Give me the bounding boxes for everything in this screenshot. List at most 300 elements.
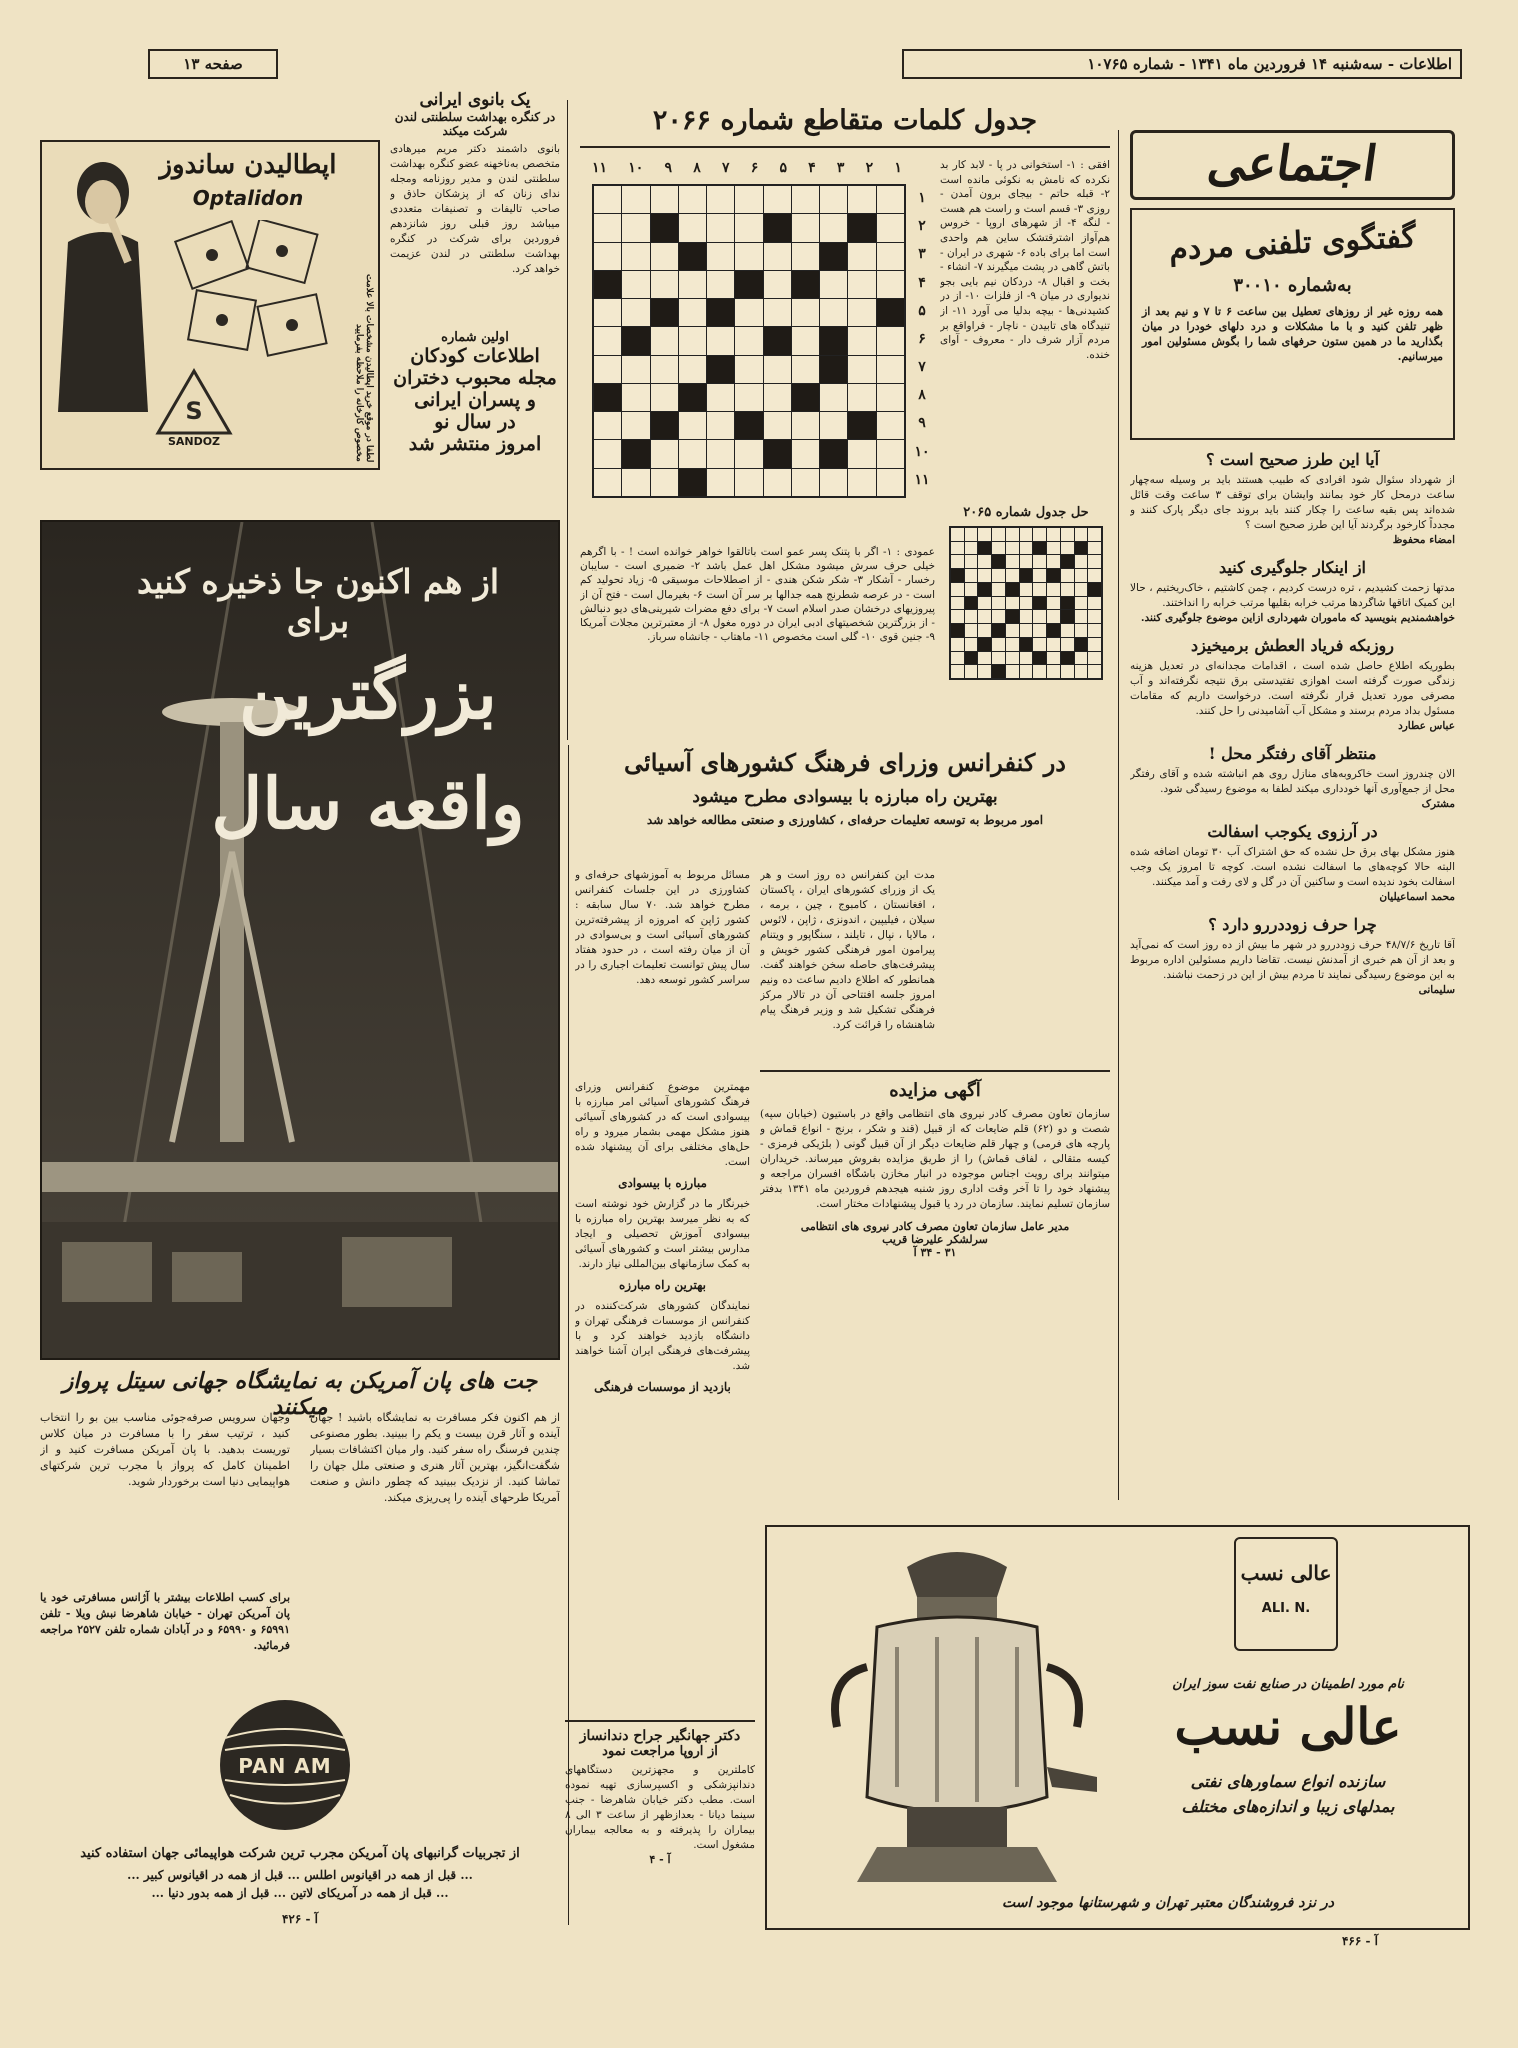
crossword-cell <box>651 243 678 270</box>
crossword-cell <box>848 271 875 298</box>
crossword-cell <box>707 356 734 383</box>
space-needle-illustration <box>42 522 558 1358</box>
column-divider <box>567 100 568 740</box>
crossword-cell <box>594 412 621 439</box>
crossword-cell <box>707 186 734 213</box>
social-item-sign: سلیمانی <box>1418 984 1455 996</box>
solution-cell <box>1020 597 1033 610</box>
phone-intro: همه روزه غیر از روزهای تعطیل بین ساعت ۶ تا ۷ و نیم بعد از ظهر تلفن کنید و با ما مشکلات و درد دلهای خودرا در میان بگذارید ما در همین ستون حرفهای شما را بگوش مسئولین امور میرسانیم. <box>1142 305 1443 363</box>
crossword-cell <box>877 243 904 270</box>
social-item-body: بطوریکه اطلاع حاصل شده است ، اقدامات مجدانه‌ای در تعدیل هزینه زندگی صورت گرفته است اهوازی تفتیدستی برق نتیجه نگرفته‌اند و آب مصرفی مورد تعدیل قرار نگرفته است. درخواست داریم که مقامات مسئول بداد مردم برسند و مشکل آب آشامیدنی را حل کنند. <box>1130 660 1455 717</box>
crossword-solution <box>942 505 1110 735</box>
crossword-cell <box>594 356 621 383</box>
crossword-cell <box>820 384 847 411</box>
crossword-cell <box>679 412 706 439</box>
crossword-cell <box>792 356 819 383</box>
solution-cell <box>1075 624 1088 637</box>
crossword-cell <box>622 299 649 326</box>
conference-deck: امور مربوط به توسعه تعلیمات حرفه‌ای ، کشاورزی و صنعتی مطالعه خواهد شد <box>646 813 1044 827</box>
solution-cell <box>992 652 1005 665</box>
crossword-cell <box>594 271 621 298</box>
crossword-cell <box>820 356 847 383</box>
crossword-cell <box>679 469 706 496</box>
social-item-title: چرا حرف زوددررو دارد ؟ <box>1208 915 1377 934</box>
conference-col-right: مدت این کنفرانس ده روز است و هر یک از وزرای کشورهای ایران ، پاکستان ، افغانستان ، کامبوج ، چین ، برمه ، سیلان ، فیلیپین ، اندونزی ، ژاپن ، لائوس ، مالایا ، نپال ، تایلند ، سنگاپور و ویتنام پیرامون امور فرهنگی کشور خویش و پیشرفت‌های حاصله سخن خواهند گفت. همانطور که اطلاع دادیم ساعت ده ونیم امروز جلسه افتتاحی آن در تالار مرکز فرهنگی تشکیل شد و وزیر فرهنگ پیام شاهنشاه را قرائت کرد. <box>760 869 935 1031</box>
crossword-col-number: ۵ <box>779 160 787 176</box>
solution-cell <box>1020 542 1033 555</box>
solution-cell <box>965 555 978 568</box>
crossword-cell <box>707 440 734 467</box>
doctor-title: دکتر جهانگیر جراح دندانساز <box>579 1728 741 1744</box>
alinasab-desc: بمدلهای زیبا و اندازه‌های مختلف <box>1181 1797 1395 1816</box>
crossword-col-numbers <box>592 160 902 176</box>
solution-cell <box>1047 528 1060 541</box>
solution-cell <box>1088 624 1101 637</box>
crossword-cell <box>735 440 762 467</box>
solution-cell <box>951 555 964 568</box>
crossword-cell <box>707 469 734 496</box>
social-items <box>1130 450 1455 1510</box>
crossword-grid-wrap <box>580 160 910 600</box>
conference-col-left: مسائل مربوط به آموزشهای حرفه‌ای و کشاورزی در این جلسات کنفرانس مطرح خواهد شد. ۷۰ سال سابقه : کشور ژاپن که امروزه از پیشرفته‌ترین کشورهای آسیائی است و بی‌سوادی در آن از میان رفته است ، در حدود هفتاد سال پیش توانست تعلیمات اجباری را در سراسر کشور توسعه دهد. <box>575 869 750 986</box>
social-item-title: از اینکار جلوگیری کنید <box>1219 558 1366 577</box>
solution-cell <box>992 528 1005 541</box>
crossword-cell <box>735 384 762 411</box>
crossword-cell <box>877 440 904 467</box>
auction-body: سازمان تعاون مصرف کادر نیروی های انتظامی واقع در باستیون (خیابان سپه) شصت و دو (۶۲) قلم ضایعات که از قبیل (قند و شکر ، برنج - انواع قماش و پارچه های فرمی) و چهار قلم ضایعات دیگر از آن قبیل گونی ( بلژیکی فرمزی - کیسه متقالی ، لفاف قماش) را از طریق مزایده بفروش میرساند. خریداران میتوانند برای رویت اجناس موجوده در انبار مخازن باشگاه افسران مراجعه و پیشنهاد خود را تا آخر وقت اداری روز شنبه هیجدهم فروردین ماه ۱۳۴۱ بدفتر سازمان تسلیم نمایند. سازمان در رد یا قبول پیشنهادات مختار است. <box>760 1108 1110 1210</box>
solution-cell <box>951 610 964 623</box>
solution-cell <box>1020 665 1033 678</box>
solution-cell <box>1047 597 1060 610</box>
crossword-cell <box>877 271 904 298</box>
solution-cell <box>1006 638 1019 651</box>
crossword-cell <box>707 214 734 241</box>
solution-cell <box>1075 528 1088 541</box>
solution-cell <box>1033 542 1046 555</box>
crossword-cell <box>848 214 875 241</box>
social-item-title: منتظر آقای رفتگر محل ! <box>1208 744 1377 763</box>
crossword-cell <box>848 186 875 213</box>
solution-cell <box>951 652 964 665</box>
lady-subtitle: در کنگره بهداشت سلطنتی لندن شرکت میکند <box>394 110 556 138</box>
alinasab-logo-latin: ALI. N. <box>1261 1601 1311 1616</box>
social-title-box <box>1130 130 1455 200</box>
solution-cell <box>1020 610 1033 623</box>
solution-cell <box>1075 665 1088 678</box>
solution-cell <box>1033 597 1046 610</box>
social-item-sign: مشترک <box>1421 798 1455 810</box>
crossword-cell <box>735 214 762 241</box>
solution-cell <box>1075 652 1088 665</box>
social-item <box>1130 915 1455 998</box>
crossword-cell <box>792 469 819 496</box>
crossword-cell <box>848 243 875 270</box>
crossword-cell <box>594 469 621 496</box>
conference-subhead: مبارزه با بیسوادی <box>618 1176 707 1190</box>
solution-cell <box>1061 597 1074 610</box>
crossword-cell <box>622 384 649 411</box>
panam-col-right: از هم اکنون فکر مسافرت به نمایشگاه باشید ! جهان آینده و آثار قرن بیست و یکم را ببینید. بطور مصنوعی چندین فرسنگ راه سفر کنید. وار میان اکتشافات بسیار شگفت‌انگیز، بهترین آثار هنری و صنعتی ملل جهان را تماشا کنید. از نزدیک ببینید که چطور دانش و صنعت آمریکا طرحهای آینده را پی‌ریزی میکند. <box>310 1411 560 1504</box>
optalidon-title: اپطالیدن ساندوز <box>159 150 337 180</box>
phone-number-line: به‌شماره ۳۰۰۱۰ <box>1233 275 1352 296</box>
crossword-cell <box>622 214 649 241</box>
crossword-cell <box>707 384 734 411</box>
crossword-cell <box>848 440 875 467</box>
doctor-body: کاملترین و مجهزترین دستگاههای دندانپزشکی و اکسپرسازی تهیه نموده است. مطب دکتر خیابان شاهرضا - جنب سینما دیانا - بعدازظهر از ساعت ۳ الی ۸ بیماران را پذیرفته و به معالجه بیماران مشغول است. <box>565 1764 755 1851</box>
crossword-cell <box>622 469 649 496</box>
solution-cell <box>1061 665 1074 678</box>
conference-headline: در کنفرانس وزرای فرهنگ کشورهای آسیائی <box>624 748 1066 777</box>
solution-cell <box>1047 624 1060 637</box>
crossword-section <box>580 100 1110 745</box>
crossword-row-number: ۱ <box>918 190 926 207</box>
panam-headline-2: بزرگترین <box>239 652 497 735</box>
crossword-cell <box>877 412 904 439</box>
solution-cell <box>1033 665 1046 678</box>
woman-illustration <box>48 152 158 412</box>
crossword-cell <box>651 356 678 383</box>
solution-cell <box>965 528 978 541</box>
crossword-cell <box>792 412 819 439</box>
crossword-cell <box>820 243 847 270</box>
crossword-cell <box>735 412 762 439</box>
panam-col-left: وجهان سرویس صرفه‌جوئی مناسب بین بو را انتخاب کنید ، ترتیب سفر را با مسافرت در میان کلاس توریست بدهید. با پان آمریکن مسافرت کنید و از اطمینان کامل که پرواز با مجرب ترین شرکتهای هواپیمایی دنیا است برخوردار شوید. <box>40 1411 290 1488</box>
alinasab-desc: سازنده انواع سماورهای نفتی <box>1190 1772 1386 1791</box>
auction-sign: مدیر عامل سازمان تعاون مصرف کادر نیروی های انتظامی <box>800 1220 1070 1233</box>
solution-cell <box>1006 665 1019 678</box>
solution-cell <box>978 597 991 610</box>
crossword-cell <box>651 440 678 467</box>
social-item-title: در آرزوی یکوجب اسفالت <box>1207 822 1378 841</box>
auction-sign: سرلشکر علیرضا قریب <box>882 1233 988 1246</box>
alinasab-logo-text: عالی نسب <box>1240 1561 1332 1585</box>
solution-cell <box>1020 583 1033 596</box>
conference-sub-body: خبرنگار ما در گزارش خود نوشته است که به نظر میرسد بهترین راه مبارزه با بیسوادی آموزش تحصیلی و ایجاد مدارس بیشتر است و کشورهای آسیائی به کمک سازمانهای بین‌المللی نیاز دارند. <box>575 1198 750 1270</box>
crossword-row-number: ۶ <box>918 330 926 347</box>
crossword-cell <box>735 243 762 270</box>
crossword-col-number: ۳ <box>836 160 845 176</box>
crossword-cell <box>877 356 904 383</box>
iranian-lady-article <box>390 90 560 325</box>
solution-cell <box>1075 583 1088 596</box>
conference-subheadline: بهترین راه مبارزه با بیسوادی مطرح میشود <box>692 787 998 807</box>
solution-cell <box>1088 555 1101 568</box>
column-divider <box>1118 130 1119 1500</box>
solution-cell <box>1075 569 1088 582</box>
solution-cell <box>951 638 964 651</box>
solution-cell <box>992 542 1005 555</box>
culture-conference-article <box>575 748 1115 1078</box>
kids-line: اولین شماره <box>441 330 509 345</box>
page-label: صفحه ۱۳ <box>183 55 243 73</box>
solution-cell <box>1088 652 1101 665</box>
solution-cell <box>1061 624 1074 637</box>
solution-cell <box>1006 528 1019 541</box>
panam-caption: جت های پان آمریکن به نمایشگاه جهانی سیتل پرواز میکنند <box>62 1368 538 1420</box>
crossword-cell <box>622 243 649 270</box>
solution-cell <box>1047 652 1060 665</box>
crossword-cell <box>764 440 791 467</box>
panam-logo <box>220 1700 350 1830</box>
crossword-cell <box>735 186 762 213</box>
solution-cell <box>978 610 991 623</box>
panam-code: آ - ۴۲۶ <box>281 1912 318 1926</box>
crossword-cell <box>764 327 791 354</box>
crossword-cell <box>877 327 904 354</box>
solution-cell <box>965 569 978 582</box>
optalidon-ad <box>40 140 380 470</box>
crossword-cell <box>735 327 762 354</box>
alinasab-code: آ - ۴۶۶ <box>1341 1934 1378 1948</box>
social-item-title: آیا این طرز صحیح است ؟ <box>1205 450 1380 469</box>
conference-continued: مهمترین موضوع کنفرانس وزرای فرهنگ کشورهای آسیائی امر مبارزه با بیسوادی است که در کشورهای آسیائی هنوز مشکل مهمی بشمار میرود و راه حل‌های مختلفی برای آن پیشنهاد شده است. <box>575 1081 750 1168</box>
solution-cell <box>1033 610 1046 623</box>
crossword-cell <box>735 271 762 298</box>
doctor-subtitle: از اروپا مراجعت نمود <box>602 1744 718 1759</box>
kids-line: در سال نو <box>434 411 516 433</box>
solution-cell <box>1006 624 1019 637</box>
crossword-cell <box>820 327 847 354</box>
crossword-row-number: ۹ <box>918 415 926 432</box>
crossword-cell <box>651 186 678 213</box>
doctor-notice <box>565 1720 755 1930</box>
social-item-body: الان چندروز است خاکروبه‌های منازل روی هم انباشته شده و آقای رفتگر محل از جمع‌آوری آنها خودداری میکند لطفا به موضوع رسیدگی شود. <box>1130 768 1455 795</box>
solution-cell <box>951 583 964 596</box>
solution-cell <box>1061 542 1074 555</box>
kids-line: و پسران ایرانی <box>414 389 536 411</box>
alinasab-footer: در نزد فروشندگان معتبر تهران و شهرستانها موجود است <box>1002 1895 1334 1911</box>
crossword-cell <box>764 356 791 383</box>
crossword-row-number: ۴ <box>918 274 926 291</box>
crossword-col-number: ۹ <box>664 160 673 176</box>
social-item <box>1130 558 1455 626</box>
crossword-cell <box>764 412 791 439</box>
solution-cell <box>978 652 991 665</box>
solution-cell <box>1006 597 1019 610</box>
crossword-cell <box>651 299 678 326</box>
alinasab-tagline: نام مورد اطمینان در صنایع نفت سوز ایران <box>1172 1677 1404 1692</box>
crossword-col-number: ۷ <box>721 160 730 176</box>
social-item-title: روزبکه فریاد العطش برمیخیزد <box>1190 636 1395 655</box>
solution-cell <box>1061 610 1074 623</box>
crossword-row-number: ۱۰ <box>914 443 930 460</box>
solution-cell <box>951 597 964 610</box>
optalidon-brand: Optalidon <box>192 186 304 210</box>
crossword-cell <box>651 384 678 411</box>
solution-cell <box>992 638 1005 651</box>
crossword-cell <box>764 469 791 496</box>
crossword-col-number: ۴ <box>808 160 816 176</box>
solution-cell <box>1047 583 1060 596</box>
solution-title: حل جدول شماره ۲۰۶۵ <box>963 505 1089 520</box>
crossword-cell <box>594 186 621 213</box>
svg-text:S: S <box>185 397 203 425</box>
panam-logo-text: PAN AM <box>238 1754 332 1778</box>
crossword-cell <box>877 299 904 326</box>
crossword-cell <box>792 243 819 270</box>
solution-cell <box>1033 555 1046 568</box>
solution-cell <box>1033 638 1046 651</box>
crossword-cell <box>877 384 904 411</box>
kids-magazine-notice <box>390 330 560 500</box>
crossword-cell <box>820 299 847 326</box>
crossword-cell <box>679 356 706 383</box>
solution-cell <box>978 555 991 568</box>
conference-sub-body: نمایندگان کشورهای شرکت‌کننده در کنفرانس از موسسات فرهنگی تهران و دانشگاه بازدید خواهند کرد و با پیشرفت‌های فرهنگی ایران آشنا خواهند شد. <box>575 1300 750 1372</box>
solution-cell <box>1047 610 1060 623</box>
solution-cell <box>992 597 1005 610</box>
crossword-row-number: ۵ <box>918 302 926 319</box>
sandoz-label: SANDOZ <box>167 435 221 448</box>
social-item-sign: امضاء محفوظ <box>1392 534 1455 546</box>
crossword-cell <box>735 356 762 383</box>
crossword-cell <box>707 271 734 298</box>
crossword-cell <box>594 214 621 241</box>
crossword-cell <box>848 299 875 326</box>
solution-cell <box>992 665 1005 678</box>
panam-line: ... قبل از همه در اقیانوس اطلس ... قبل از همه در اقیانوس کبیر ... <box>127 1868 473 1882</box>
solution-cell <box>1075 555 1088 568</box>
panam-photo-panel <box>40 520 560 1360</box>
solution-cell <box>951 624 964 637</box>
solution-cell <box>1047 665 1060 678</box>
solution-cell <box>1020 638 1033 651</box>
divider <box>580 146 1110 148</box>
crossword-cell <box>622 412 649 439</box>
solution-cell <box>1033 569 1046 582</box>
crossword-cell <box>820 186 847 213</box>
solution-cell <box>1088 542 1101 555</box>
solution-cell <box>1047 569 1060 582</box>
crossword-cell <box>764 243 791 270</box>
social-item <box>1130 744 1455 812</box>
crossword-cell <box>679 271 706 298</box>
panam-tagline: از تجربیات گرانبهای پان آمریکن مجرب ترین شرکت هواپیمائی جهان استفاده کنید <box>80 1846 520 1861</box>
panam-contact: برای کسب اطلاعات بیشتر با آژانس مسافرتی خود یا پان آمریکن تهران - خیابان شاهرضا نبش ویلا - تلفن ۶۵۹۹۱ و ۶۵۹۹۰ و در آبادان شماره تلفن ۲۵۲۷ مراجعه فرمائید. <box>40 1591 290 1652</box>
crossword-cell <box>877 469 904 496</box>
crossword-grid <box>592 184 906 498</box>
solution-cell <box>1061 569 1074 582</box>
solution-cell <box>1033 652 1046 665</box>
crossword-row-number: ۷ <box>918 359 926 376</box>
kids-line: امروز منتشر شد <box>408 433 542 455</box>
crossword-cell <box>792 214 819 241</box>
crossword-col-number: ۶ <box>750 160 759 176</box>
kids-line: اطلاعات کودکان <box>410 345 540 367</box>
solution-cell <box>992 583 1005 596</box>
alinasab-ad <box>765 1525 1470 1930</box>
crossword-cell <box>792 186 819 213</box>
crossword-cell <box>594 243 621 270</box>
solution-cell <box>1020 624 1033 637</box>
solution-cell <box>992 555 1005 568</box>
solution-cell <box>1006 542 1019 555</box>
crossword-cell <box>651 271 678 298</box>
crossword-cell <box>679 384 706 411</box>
crossword-row-numbers <box>910 184 934 494</box>
crossword-cell <box>707 327 734 354</box>
panam-line: ... قبل از همه در آمریکای لاتین ... قبل از همه بدور دنیا ... <box>151 1886 449 1900</box>
solution-cell <box>1061 638 1074 651</box>
solution-cell <box>1020 528 1033 541</box>
solution-cell <box>1006 569 1019 582</box>
solution-cell <box>951 665 964 678</box>
solution-grid <box>949 526 1103 680</box>
solution-cell <box>965 665 978 678</box>
crossword-cell <box>679 440 706 467</box>
crossword-cell <box>820 469 847 496</box>
solution-cell <box>1006 555 1019 568</box>
samovar-illustration <box>797 1537 1117 1907</box>
crossword-col-number: ۱۱ <box>592 160 608 176</box>
solution-cell <box>1006 583 1019 596</box>
crossword-cell <box>651 469 678 496</box>
solution-cell <box>1006 652 1019 665</box>
crossword-cell <box>848 412 875 439</box>
panam-headline-3: واقعه سال <box>211 762 525 845</box>
crossword-cell <box>651 214 678 241</box>
crossword-cell <box>820 271 847 298</box>
auction-title: آگهی مزایده <box>889 1080 981 1101</box>
crossword-cell <box>735 299 762 326</box>
alinasab-logo <box>1234 1537 1338 1651</box>
phone-title: گفتگوی تلفنی مردم <box>1168 219 1417 268</box>
crossword-cell <box>622 440 649 467</box>
solution-cell <box>978 638 991 651</box>
solution-cell <box>965 597 978 610</box>
solution-cell <box>1047 555 1060 568</box>
solution-cell <box>951 569 964 582</box>
crossword-col-number: ۱۰ <box>628 160 644 176</box>
crossword-cell <box>679 299 706 326</box>
solution-cell <box>1020 569 1033 582</box>
crossword-cell <box>877 186 904 213</box>
solution-cell <box>978 528 991 541</box>
phone-title-box <box>1130 208 1455 440</box>
alinasab-brand: عالی نسب <box>1174 1697 1402 1756</box>
solution-cell <box>1047 638 1060 651</box>
crossword-cell <box>594 299 621 326</box>
crossword-cell <box>848 469 875 496</box>
social-item-body: آقا تاریخ ۴۸/۷/۶ حرف زوددررو در شهر ما بیش از ده روز است که نمی‌آید و بعد از آن هم خبری از آمدنش نیست. تقاضا داریم مسئولین اداره مربوط به این موضوع رسیدگی نمایند تا مردم بیش از این در زحمت نباشند. <box>1130 939 1455 981</box>
crossword-cell <box>792 384 819 411</box>
solution-cell <box>1088 610 1101 623</box>
crossword-cell <box>707 412 734 439</box>
crossword-cell <box>764 186 791 213</box>
solution-cell <box>1061 528 1074 541</box>
page-label-box <box>148 49 278 79</box>
crossword-row-number: ۱۱ <box>914 471 930 488</box>
solution-cell <box>992 624 1005 637</box>
crossword-horizontal-clues: افقی : ۱- استخوانی در پا - لابد کار بد نکرده که نامش به نکوئی مانده است ۲- قبله حاتم - بیجای برون آمدن - روزی ۳- قسم است و راست هم هست - لنگه ۴- از شهرهای اروپا - خروس هم‌آواز اشترقتشک ساین هم واحدی است اما برای باده ۶- شهری در ایران - باتش گاهی در پشت میگیرند ۷- انشاء - بخت و اقبال ۸- دردکان نیم بایی بجو ندیواری در میان ۹- از فلزات ۱۰- از در کشیدنی‌ها - بیچه بدلیا می آورد ۱۱- از تنیدگاه های تابیدن - ناچار - فراواقع بر مردم آزار شرف دار - معروف - آوای خنده. <box>940 159 1110 361</box>
panam-ad <box>40 520 560 1930</box>
crossword-cell <box>792 440 819 467</box>
solution-cell <box>1088 597 1101 610</box>
social-title: اجتماعی <box>1204 136 1381 192</box>
masthead <box>140 45 1470 85</box>
social-item <box>1130 450 1455 548</box>
doctor-code: آ - ۴ <box>649 1853 671 1866</box>
crossword-row-number: ۸ <box>918 387 926 404</box>
conference-subhead: بهترین راه مبارزه <box>619 1278 706 1292</box>
solution-cell <box>978 542 991 555</box>
issue-line-box <box>902 49 1462 79</box>
crossword-cell <box>707 299 734 326</box>
social-item <box>1130 822 1455 905</box>
crossword-cell <box>764 384 791 411</box>
crossword-cell <box>707 243 734 270</box>
social-column <box>1130 130 1455 1510</box>
